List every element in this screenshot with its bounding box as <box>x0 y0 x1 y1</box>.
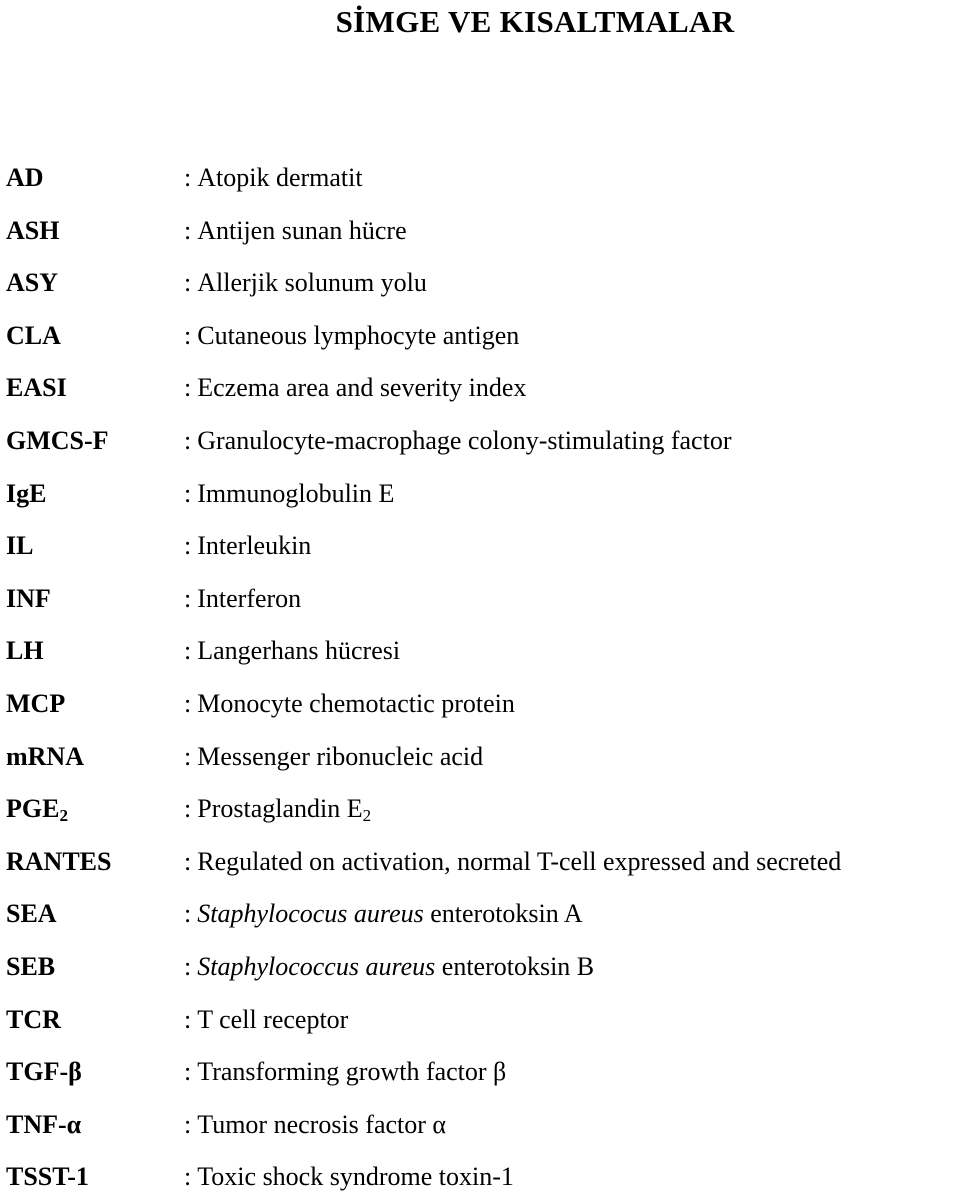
abbreviation-text: PGE <box>6 794 60 824</box>
abbreviation: MCP <box>6 688 66 718</box>
abbreviation: AD <box>6 163 44 192</box>
definition <box>184 415 731 467</box>
definition-text: Granulocyte-macrophage colony-stimulating factor <box>197 425 732 455</box>
colon-separator: : <box>184 268 192 298</box>
list-item <box>0 625 960 678</box>
colon-separator: : <box>184 636 192 666</box>
colon-separator: : <box>184 1004 192 1034</box>
colon-separator: : <box>184 794 192 824</box>
colon-separator: : <box>184 215 192 245</box>
list-item <box>0 573 960 626</box>
abbreviation: IL <box>6 531 34 561</box>
abbreviation: SEB <box>6 951 56 981</box>
list-item <box>0 362 960 415</box>
definition-text: Langerhans hücresi <box>197 636 401 666</box>
definition <box>184 678 515 730</box>
abbreviation: mRNA <box>6 741 84 771</box>
list-item <box>0 888 960 941</box>
subscript: 2 <box>59 806 68 826</box>
definition-text: Interleukin <box>197 531 312 561</box>
definition <box>184 520 311 572</box>
definition-text: Transforming growth factor β <box>197 1057 507 1087</box>
colon-separator: : <box>184 688 192 718</box>
definition <box>184 362 526 414</box>
colon-separator: : <box>184 373 192 403</box>
species-name: Staphylococcus aureus <box>197 951 436 981</box>
abbreviation: TCR <box>6 1004 61 1034</box>
definition <box>184 1151 514 1203</box>
list-item <box>0 415 960 468</box>
definition-text: Cutaneous lymphocyte antigen <box>197 320 520 350</box>
definition-text: Regulated on activation, normal T-cell expressed and secreted <box>197 846 842 876</box>
definition-text: Toxic shock syndrome toxin-1 <box>197 1162 514 1192</box>
colon-separator: : <box>184 163 192 192</box>
abbreviation: EASI <box>6 373 67 403</box>
definition-text: Prostaglandin E <box>197 794 363 824</box>
definition <box>184 836 841 888</box>
definition-text: Tumor necrosis factor α <box>197 1109 447 1139</box>
list-item <box>0 520 960 573</box>
abbreviation: INF <box>6 583 51 613</box>
list-item <box>0 152 960 205</box>
colon-separator: : <box>184 1057 192 1087</box>
abbreviation: TNF-α <box>6 1109 82 1139</box>
list-item <box>0 1151 960 1204</box>
abbreviation: ASY <box>6 268 59 298</box>
abbreviation-list <box>0 152 960 1204</box>
definition <box>184 1099 446 1151</box>
definition-text: Monocyte chemotactic protein <box>197 688 515 718</box>
definition <box>184 888 583 940</box>
colon-separator: : <box>184 425 192 455</box>
list-item <box>0 257 960 310</box>
definition-text: Allerjik solunum yolu <box>197 268 427 298</box>
definition-text: Immunoglobulin E <box>197 478 395 508</box>
definition-text: Atopik dermatit <box>197 163 363 192</box>
definition <box>184 941 594 993</box>
definition <box>184 783 371 835</box>
list-item <box>0 731 960 784</box>
definition-text: enterotoksin A <box>430 899 583 929</box>
abbreviation: RANTES <box>6 846 112 876</box>
list-item <box>0 941 960 994</box>
colon-separator: : <box>184 478 192 508</box>
definition <box>184 205 407 257</box>
abbreviation: TGF-β <box>6 1057 82 1087</box>
list-item <box>0 1046 960 1099</box>
page-title: SİMGE VE KISALTMALAR <box>335 4 735 39</box>
definition-text: T cell receptor <box>197 1004 349 1034</box>
list-item <box>0 783 960 836</box>
colon-separator: : <box>184 1162 192 1192</box>
colon-separator: : <box>184 741 192 771</box>
colon-separator: : <box>184 1109 192 1139</box>
definition-text: enterotoksin B <box>441 951 595 981</box>
definition-text: Messenger ribonucleic acid <box>197 741 484 771</box>
definition-text: Eczema area and severity index <box>197 373 527 403</box>
abbreviation: SEA <box>6 899 57 929</box>
abbreviation: GMCS-F <box>6 425 109 455</box>
subscript: 2 <box>362 806 372 826</box>
colon-separator: : <box>184 951 192 981</box>
definition <box>184 994 348 1046</box>
abbreviation <box>6 783 68 835</box>
species-name: Staphylococus aureus <box>197 899 424 929</box>
list-item <box>0 310 960 363</box>
colon-separator: : <box>184 583 192 613</box>
abbreviation: LH <box>6 636 44 666</box>
definition <box>184 310 519 362</box>
definition-text: Interferon <box>197 583 302 613</box>
definition <box>184 152 363 204</box>
list-item <box>0 994 960 1047</box>
list-item <box>0 836 960 889</box>
list-item <box>0 1099 960 1152</box>
colon-separator: : <box>184 846 192 876</box>
definition <box>184 731 483 783</box>
abbreviation: CLA <box>6 320 61 350</box>
definition <box>184 1046 506 1098</box>
definition <box>184 625 400 677</box>
list-item <box>0 468 960 521</box>
abbreviation: TSST-1 <box>6 1162 89 1192</box>
definition <box>184 257 427 309</box>
colon-separator: : <box>184 320 192 350</box>
colon-separator: : <box>184 899 192 929</box>
abbreviation: ASH <box>6 215 60 245</box>
abbreviation: IgE <box>6 478 47 508</box>
list-item <box>0 678 960 731</box>
colon-separator: : <box>184 531 192 561</box>
definition <box>184 573 301 625</box>
definition <box>184 468 394 520</box>
list-item <box>0 205 960 258</box>
definition-text: Antijen sunan hücre <box>197 215 407 245</box>
